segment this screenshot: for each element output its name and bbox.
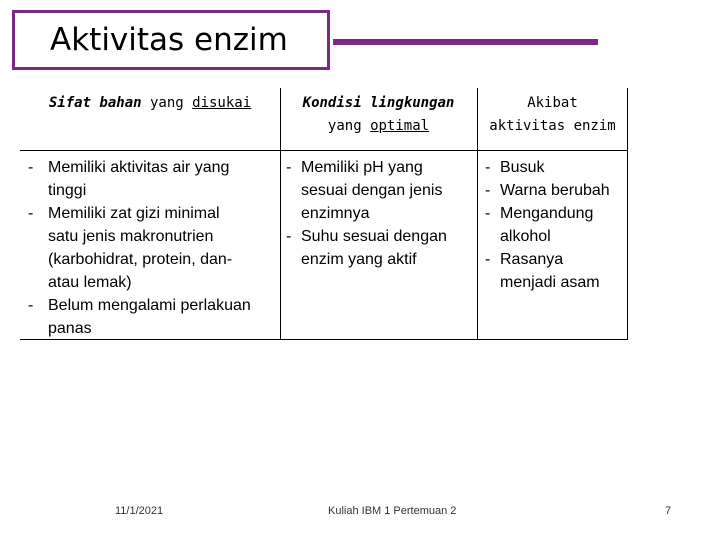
item-line: tinggi (48, 182, 87, 199)
header-part: optimal (370, 118, 430, 134)
header-part: yang (327, 118, 371, 134)
column-kondisi-lingkungan (286, 156, 476, 271)
footer-center-text: Kuliah IBM 1 Pertemuan 2 (328, 505, 457, 517)
footer-date: 11/1/2021 (115, 505, 164, 517)
list-item (22, 202, 280, 294)
table-header-divider (20, 150, 628, 151)
list-item (485, 202, 627, 248)
item-line: alkohol (500, 228, 551, 245)
list-item (22, 294, 280, 340)
bullet-dash: - (28, 205, 34, 222)
header-part: yang (141, 95, 193, 111)
header-line: Akibat (527, 95, 578, 111)
header-akibat (477, 92, 628, 138)
header-line (280, 115, 477, 138)
header-part: Sifat bahan (48, 95, 142, 111)
list-item (485, 179, 627, 202)
footer-page-number: 7 (665, 505, 672, 517)
bullet-dash: - (286, 159, 292, 176)
column-akibat (485, 156, 627, 294)
bullet-dash: - (485, 182, 491, 199)
bullet-dash: - (485, 251, 491, 268)
item-line: menjadi asam (500, 274, 600, 291)
bullet-dash: - (485, 159, 491, 176)
bullet-dash: - (28, 159, 34, 176)
header-kondisi-lingkungan (280, 92, 477, 138)
list-item (22, 156, 280, 202)
item-line: Memiliki zat gizi minimal (48, 205, 220, 222)
item-line: Belum mengalami perlakuan (48, 297, 251, 314)
bullet-dash: - (286, 228, 292, 245)
item-line: Memiliki aktivitas air yang (48, 159, 230, 176)
bullet-dash: - (485, 205, 491, 222)
item-line: satu jenis makronutrien (48, 228, 214, 245)
header-sifat-bahan (20, 92, 280, 115)
item-line: Mengandung (500, 205, 594, 222)
header-part: disukai (192, 95, 252, 111)
title-accent-line (333, 39, 598, 45)
item-line: Busuk (500, 159, 545, 176)
list-item (286, 156, 476, 225)
item-line: sesuai dengan jenis (301, 182, 443, 199)
slide-title: Aktivitas enzim (50, 22, 288, 58)
column-sifat-bahan (22, 156, 280, 340)
item-line: enzimnya (301, 205, 370, 222)
header-line: aktivitas enzim (489, 118, 616, 134)
header-line: Kondisi lingkungan (302, 95, 455, 111)
item-line: Memiliki pH yang (301, 159, 423, 176)
item-line: atau lemak) (48, 274, 132, 291)
item-line: Rasanya (500, 251, 564, 268)
item-line: (karbohidrat, protein, dan- (48, 251, 233, 268)
bullet-dash: - (28, 297, 34, 314)
list-item (286, 225, 476, 271)
item-line: panas (48, 320, 92, 337)
list-item (485, 248, 627, 294)
list-item (485, 156, 627, 179)
item-line: Warna berubah (500, 182, 610, 199)
item-line: Suhu sesuai dengan (301, 228, 447, 245)
item-line: enzim yang aktif (301, 251, 417, 268)
